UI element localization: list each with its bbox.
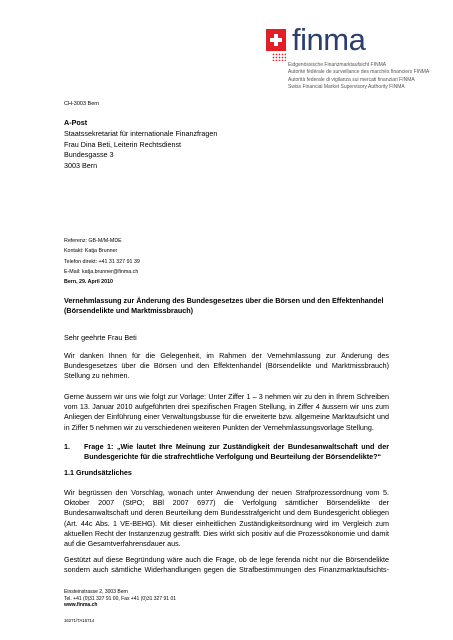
contact: Kontakt: Katja Brunner	[64, 248, 118, 255]
phone-direct: Telefon direkt: +41 31 327 91 39	[64, 258, 140, 265]
paragraph-principle: Wir begrüssen den Vorschlag, wonach unter Anwendung der neuen Strafprozessordnung vom 5. Oktober 2007 (StPO; BBl 2007 6977) die Verfolgung sämtlicher Börsendelikte der Bundesanwaltschaft und deren Beurteilung dem Bundesstrafgericht und dem Bundesgericht obliegen (Art. 44c Abs. 1 VE-BEHG). Mit dieser einheitlichen Zuständigkeitsordnung wird im Vergleich zum aktuellen Recht der Instanzenzug gestrafft. Dies wirkt sich positiv auf die Prozessökonomie und damit auf die Gesamtverfahrensdauer aus.	[64, 488, 389, 549]
address-line: 3003 Bern	[64, 160, 98, 170]
address-line: Staatssekretariat für internationale Finanzfragen	[64, 129, 218, 138]
footer-address: Einsteinstrasse 2, 3003 Bern	[64, 589, 128, 595]
subject	[64, 296, 384, 316]
document-id: 16271/TA15714	[64, 618, 95, 623]
agency-names	[288, 62, 429, 91]
mail-mode: A-Post	[64, 118, 88, 127]
letter-date: Bern, 29. April 2010	[64, 279, 113, 286]
finma-logo: finma	[292, 22, 366, 57]
section-heading: 1.1 Grundsätzliches	[64, 468, 132, 477]
logo-dot-pattern	[272, 53, 286, 61]
subject-line: (Börsendelikte und Marktmissbrauch)	[64, 306, 194, 316]
subject-line: Vernehmlassung zur Änderung des Bundesgesetzes über die Börsen und den Effektenhandel	[64, 296, 384, 305]
paragraph-intro: Wir danken Ihnen für die Gelegenheit, im Rahmen der Vernehmlassung zur Änderung des Bundesgesetzes über die Börsen und den Effektenhandel (Börsendelikte und Marktmissbrauch) Stellung zu nehmen.	[64, 351, 389, 381]
question-1: Frage 1: „Wie lautet Ihre Meinung zur Zuständigkeit der Bundesanwaltschaft und der Bundesgerichte für die strafrechtliche Verfolgung und Beurteilung der Börsendelikte?“	[84, 442, 389, 462]
agency-name-en: Swiss Financial Market Supervisory Authority FINMA	[288, 83, 405, 90]
agency-name-de: Eidgenössische Finanzmarktaufsicht FINMA	[288, 62, 387, 68]
swiss-cross-icon	[266, 29, 286, 51]
footer-phone: Tel. +41 (0)31 327 91 00, Fax +41 (0)31 327 91 01	[64, 595, 177, 602]
reference: Referenz: GB-M/M-MDE	[64, 238, 122, 244]
paragraph-structure: Gerne äussern wir uns wie folgt zur Vorlage: Unter Ziffer 1 – 3 nehmen wir zu den in Ihrem Schreiben vom 13. Januar 2010 aufgeführten drei spezifischen Fragen Stellung, in Ziffer 4 äussern wir uns zum Anliegen der Einführung einer Verwaltungsbusse für die erweiterte bzw. allgemeine Marktaufsicht und in Ziffer 5 nehmen wir zu verschiedenen weiteren Punkten der Vernehmlassungsvorlage Stellung.	[64, 392, 389, 432]
address-line: Bundesgasse 3	[64, 150, 114, 159]
footer	[64, 589, 176, 609]
recipient-address	[64, 129, 217, 171]
salutation: Sehr geehrte Frau Beti	[64, 333, 137, 342]
reference-block	[64, 236, 140, 287]
agency-name-it: Autorità federale di vigilanza sui mercati finanziari FINMA	[288, 76, 415, 83]
paragraph-continued: Gestützt auf diese Begründung wäre auch die Frage, ob de lege ferenda nicht nur die Börsendelikte sondern auch sämtliche Widerhandlungen gegen die Strafbestimmungen des Finanzmarktaufsichts-	[64, 555, 389, 575]
footer-web: www.finma.ch	[64, 602, 98, 609]
email: E-Mail: katja.brunner@finma.ch	[64, 268, 139, 275]
question-number: 1.	[64, 442, 70, 451]
sender-line: CH-3003 Bern	[64, 101, 100, 107]
address-line: Frau Dina Beti, Leiterin Rechtsdienst	[64, 139, 182, 149]
agency-name-fr: Autorité fédérale de surveillance des marchés financiers FINMA	[288, 69, 430, 76]
